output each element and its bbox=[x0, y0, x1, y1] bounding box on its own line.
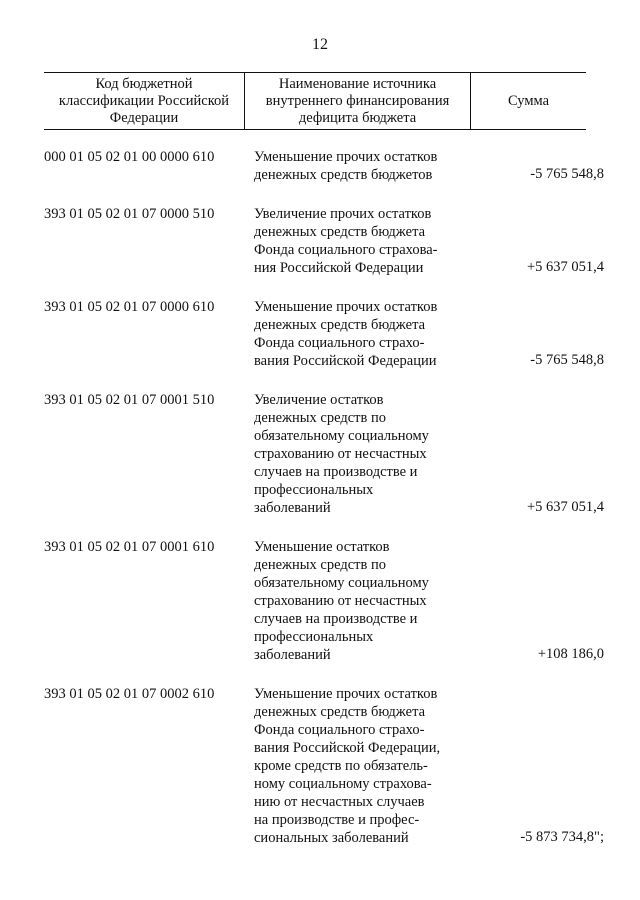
row-name-line: заболеваний bbox=[254, 500, 331, 516]
table-row bbox=[44, 388, 604, 517]
table-row bbox=[44, 682, 604, 847]
row-name-line: денежных средств по bbox=[254, 410, 386, 426]
row-name-line: Уменьшение прочих остатков bbox=[254, 299, 438, 315]
row-name-line: вания Российской Федерации bbox=[254, 353, 437, 369]
row-name bbox=[245, 682, 469, 847]
table-header bbox=[44, 72, 586, 130]
row-name-line: Фонда социального страхо- bbox=[254, 722, 425, 738]
row-name-line: Фонда социального страхо- bbox=[254, 335, 425, 351]
row-code: 393 01 05 02 01 07 0001 510 bbox=[44, 392, 215, 408]
row-name-line: Фонда социального страхова- bbox=[254, 242, 438, 258]
row-name-line: Увеличение прочих остатков bbox=[254, 206, 432, 222]
row-name-line: случаев на производстве и bbox=[254, 464, 418, 480]
row-name-line: денежных средств бюджета bbox=[254, 704, 426, 720]
row-name bbox=[245, 388, 469, 517]
row-name-line: нию от несчастных случаев bbox=[254, 794, 425, 810]
header-sum: Сумма bbox=[507, 92, 550, 109]
row-name bbox=[245, 202, 469, 277]
row-name-line: ному социальному страхова- bbox=[254, 776, 432, 792]
row-name-line: Увеличение остатков bbox=[254, 392, 384, 408]
row-name-line: денежных средств бюджета bbox=[254, 317, 426, 333]
row-code: 393 01 05 02 01 07 0000 610 bbox=[44, 299, 215, 315]
row-name-line: случаев на производстве и bbox=[254, 611, 418, 627]
header-code: Код бюджетной классификации Российской Федерации bbox=[44, 73, 245, 129]
row-name-line: на производстве и профес- bbox=[254, 812, 420, 828]
header-name: Наименование источника внутреннего финансирования дефицита бюджета bbox=[245, 73, 471, 129]
row-name-line: обязательному социальному bbox=[254, 575, 429, 591]
table-row bbox=[44, 145, 604, 184]
row-name-line: денежных средств бюджетов bbox=[254, 167, 433, 183]
table-body bbox=[44, 145, 604, 865]
row-sum: +108 186,0 bbox=[537, 646, 604, 662]
row-name-line: денежных средств по bbox=[254, 557, 386, 573]
row-name-line: Уменьшение остатков bbox=[254, 539, 390, 555]
row-name-line: Уменьшение прочих остатков bbox=[254, 686, 438, 702]
row-name-line: вания Российской Федерации, bbox=[254, 740, 441, 756]
row-code: 393 01 05 02 01 07 0002 610 bbox=[44, 686, 215, 702]
page-number: 12 bbox=[312, 36, 328, 53]
row-name bbox=[245, 535, 469, 664]
row-name-line: кроме средств по обязатель- bbox=[254, 758, 428, 774]
table-row bbox=[44, 202, 604, 277]
row-name-line: страхованию от несчастных bbox=[254, 446, 427, 462]
row-code: 000 01 05 02 01 00 0000 610 bbox=[44, 149, 215, 165]
row-name-line: сиональных заболеваний bbox=[254, 830, 409, 846]
row-name-line: страхованию от несчастных bbox=[254, 593, 427, 609]
row-sum: +5 637 051,4 bbox=[526, 259, 604, 275]
row-sum: +5 637 051,4 bbox=[526, 499, 604, 515]
row-name-line: профессиональных bbox=[254, 629, 374, 645]
row-name-line: ния Российской Федерации bbox=[254, 260, 424, 276]
row-name-line: обязательному социальному bbox=[254, 428, 429, 444]
table-row bbox=[44, 295, 604, 370]
row-name-line: денежных средств бюджета bbox=[254, 224, 426, 240]
row-sum: -5 765 548,8 bbox=[530, 166, 604, 182]
row-name bbox=[245, 145, 469, 184]
row-name bbox=[245, 295, 469, 370]
row-name-line: Уменьшение прочих остатков bbox=[254, 149, 438, 165]
row-sum: -5 765 548,8 bbox=[530, 352, 604, 368]
row-code: 393 01 05 02 01 07 0001 610 bbox=[44, 539, 215, 555]
row-name-line: заболеваний bbox=[254, 647, 331, 663]
row-name-line: профессиональных bbox=[254, 482, 374, 498]
row-code: 393 01 05 02 01 07 0000 510 bbox=[44, 206, 215, 222]
row-sum: -5 873 734,8"; bbox=[520, 829, 604, 845]
table-row bbox=[44, 535, 604, 664]
